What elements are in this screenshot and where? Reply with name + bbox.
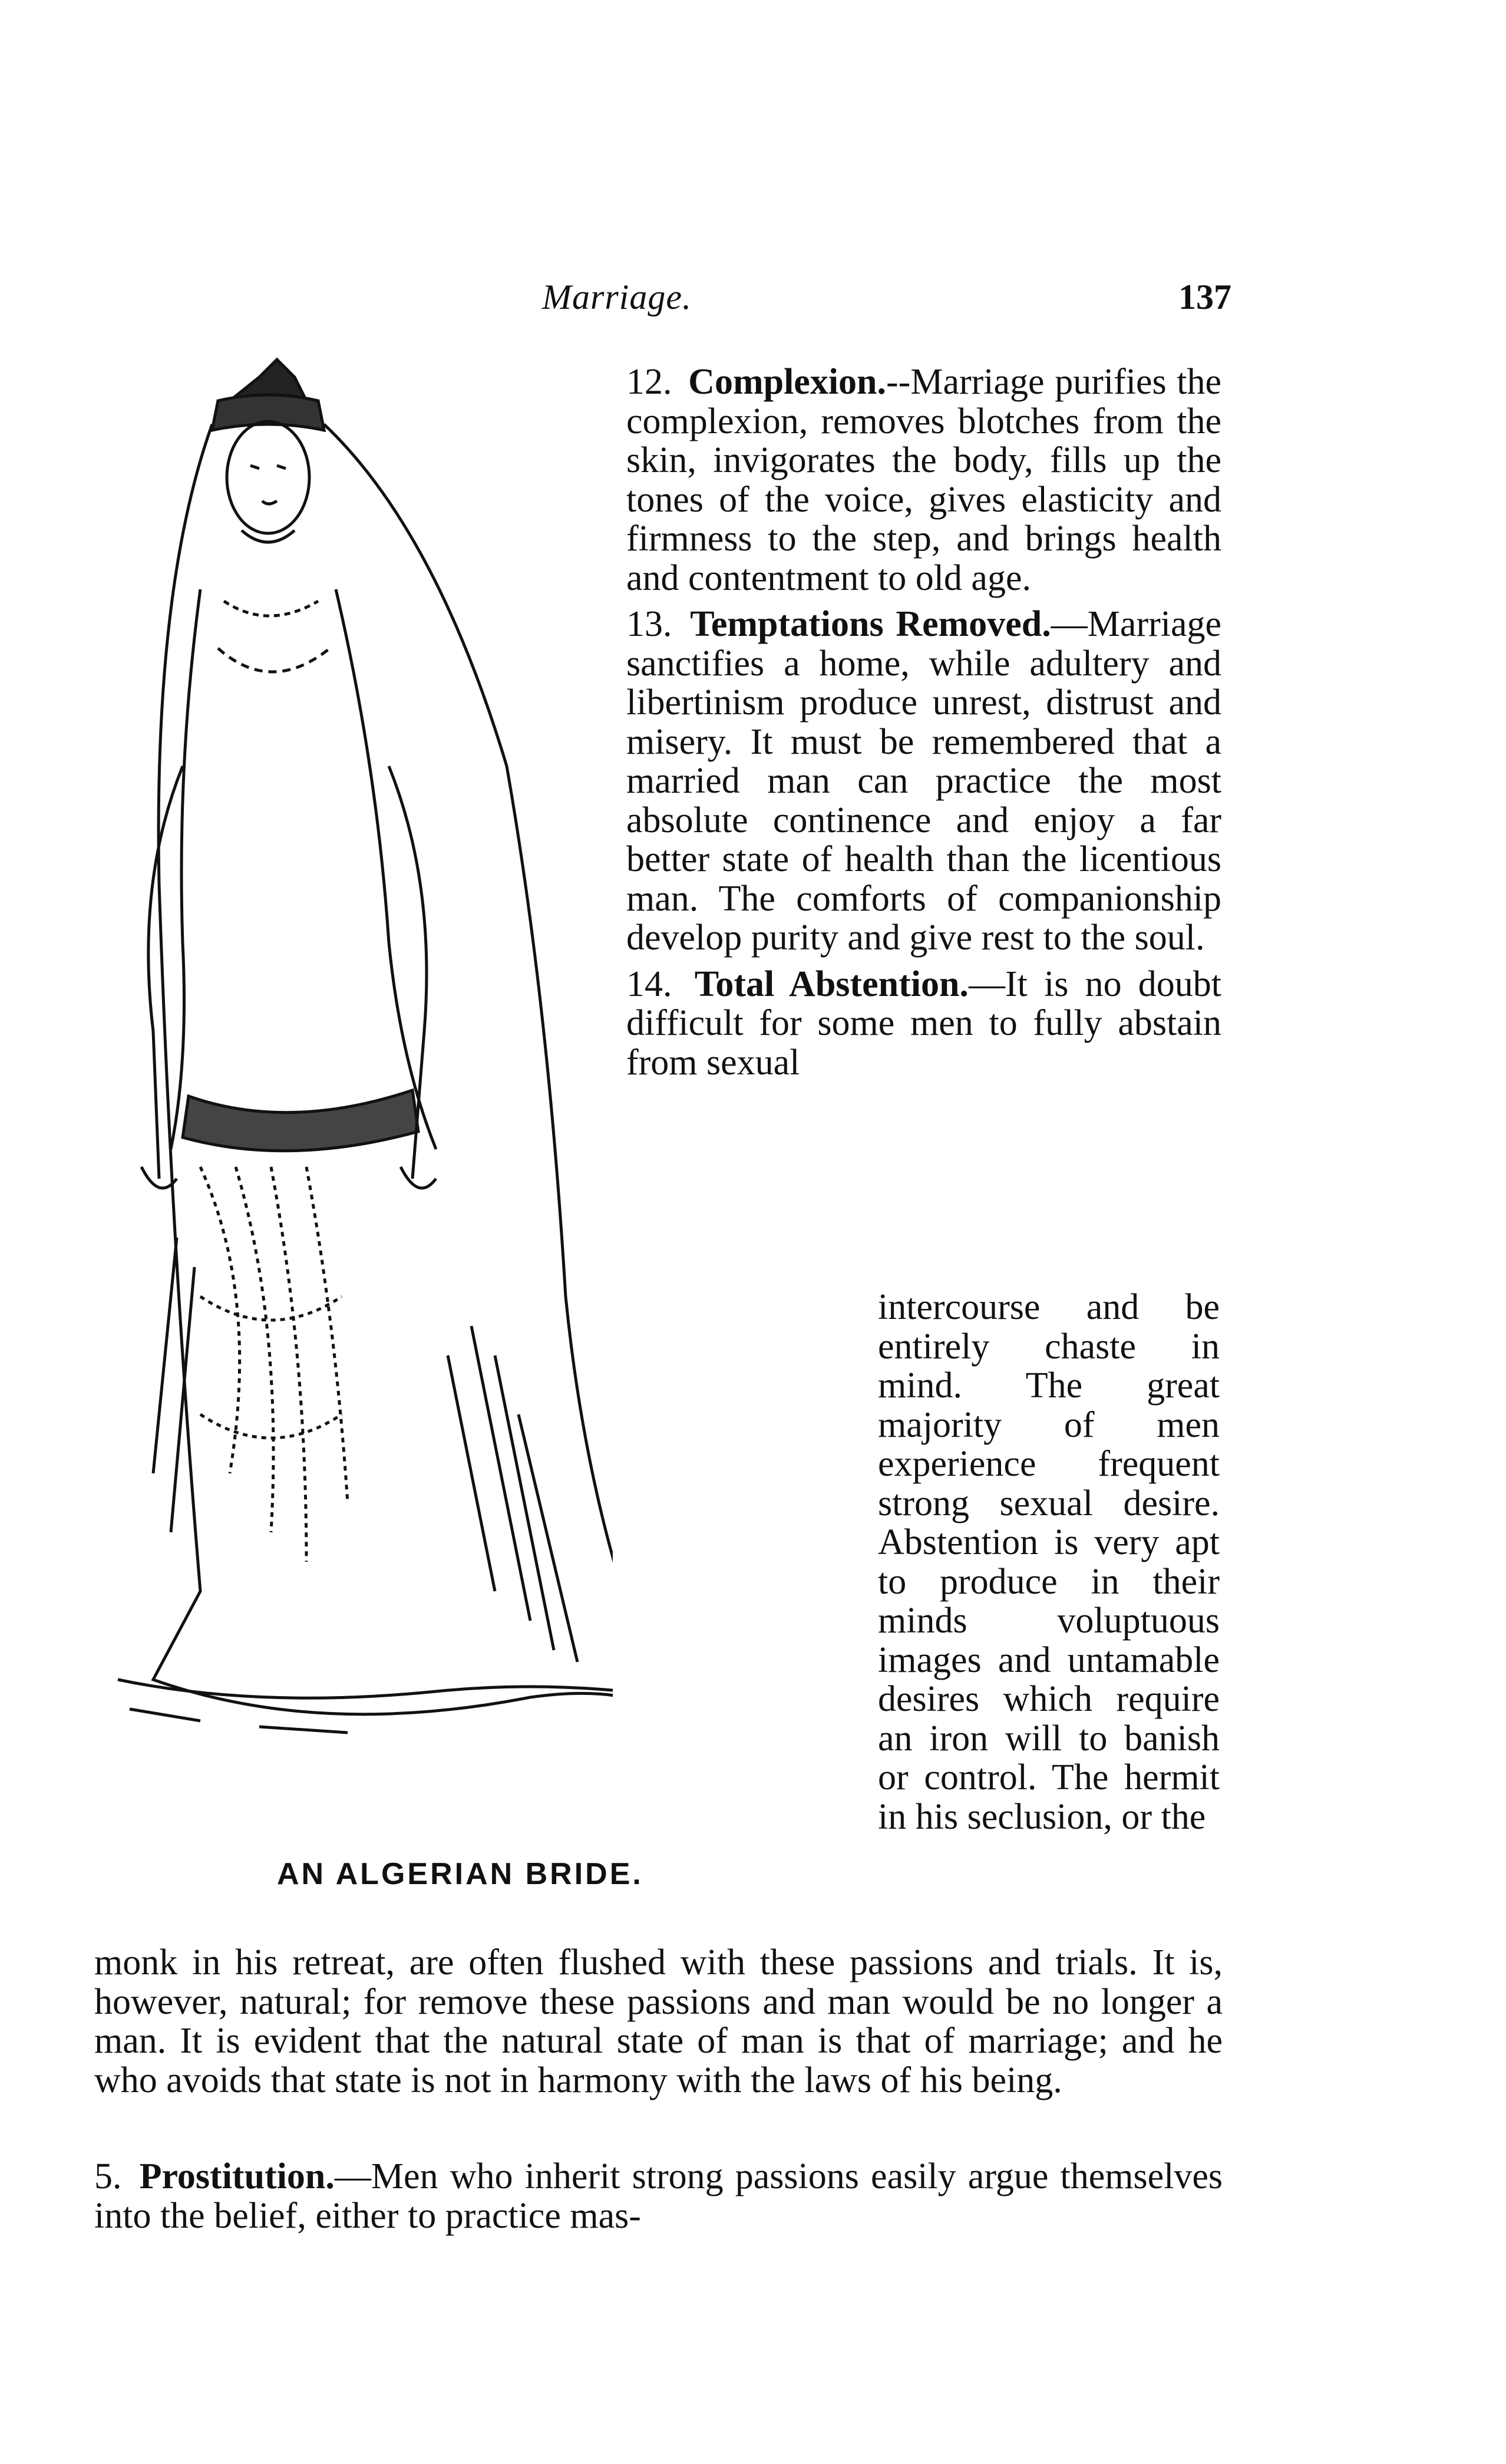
section-heading: Prostitution. — [139, 2156, 335, 2196]
section-dash: -- — [886, 362, 911, 402]
section-heading: Complexion. — [688, 362, 887, 402]
section-number: 12. — [626, 362, 672, 402]
narrow-column — [878, 1288, 1220, 1836]
section-dash: — — [968, 964, 1005, 1004]
section-12 — [626, 362, 1221, 598]
right-column — [626, 362, 1221, 1089]
section-number: 13. — [626, 604, 672, 644]
section-13 — [626, 605, 1221, 958]
bride-engraving-icon — [82, 354, 613, 1862]
section-text: Marriage purifies the complexion, removes blotches from the skin, invigorates the body, fills up the tones of the voice, gives elasticity and firmness to the step, and brings health and contentment to old age. — [626, 362, 1221, 598]
section-14-continued: intercourse and be entirely chaste in mind. The great majority of men experience frequent strong sexual desire. Abstention is very apt to produce in their minds voluptuous images and untamable desires which require an iron will to banish or control. The hermit in his seclusion, or the — [878, 1287, 1220, 1837]
section-14-end: monk in his retreat, are often flushed with these passions and trials. It is, however, natural; for remove these passions and man would be no longer a man. It is evident that the natural state of man is that of marriage; and he who avoids that state is not in harmony with the laws of his being. — [94, 1942, 1223, 2100]
section-text: It is no doubt difficult for some men to fully abstain from sexual — [626, 964, 1222, 1083]
full-width-paragraph — [94, 1943, 1223, 2100]
figure-caption: AN ALGERIAN BRIDE. — [277, 1857, 643, 1891]
running-title: Marriage. — [542, 278, 692, 316]
section-text: Marriage sanctifies a home, while adultery and libertinism produce unrest, distrust and misery. It must be remembered that a married man can practice the most absolute continence and enjoy a far better state of health than the licentious man. The comforts of companionship develop purity and give rest to the soul. — [626, 604, 1221, 958]
section-dash: — — [334, 2156, 371, 2196]
page-number: 137 — [1178, 278, 1231, 316]
running-head — [94, 277, 1231, 330]
section-dash: — — [1051, 604, 1088, 644]
bride-illustration — [82, 354, 613, 1862]
section-text: Men who inherit strong passions easily argue themselves into the belief, either to practice mas- — [94, 2156, 1223, 2236]
section-number: 5. — [94, 2156, 122, 2196]
section-heading: Total Abstention. — [694, 964, 969, 1004]
section-14 — [626, 965, 1221, 1083]
section-heading: Temptations Removed. — [690, 604, 1051, 644]
section-number: 14. — [626, 964, 672, 1004]
section-5 — [94, 2157, 1223, 2235]
